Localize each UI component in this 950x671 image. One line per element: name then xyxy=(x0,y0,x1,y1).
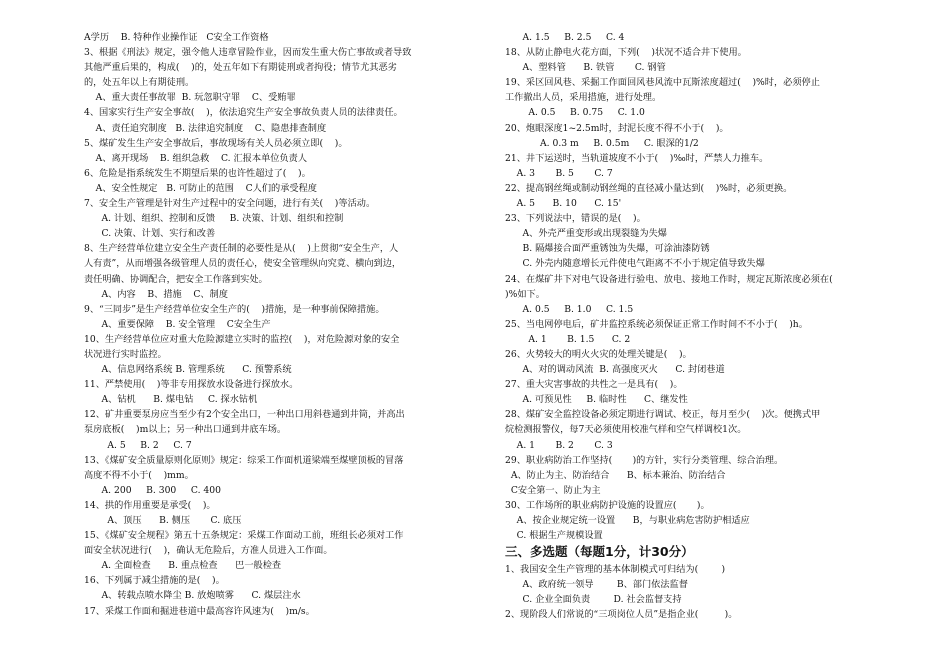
text-line: 19、采区回风巷、采掘工作面回风巷风流中瓦斯浓度超过( )%时，必须停止 xyxy=(505,77,820,89)
text-line: A、外壳严重变形或出现裂缝为失爆 xyxy=(505,228,667,240)
text-line: A. 5 B. 2 C. 7 xyxy=(84,439,192,451)
text-line: A. 0.5 B. 0.75 C. 1.0 xyxy=(505,107,645,119)
text-line: 21、井下运送时，当轨道坡度不小于( )‰时，严禁人力推车。 xyxy=(505,152,769,164)
text-line: A. 0.5 B. 1.0 C. 1.5 xyxy=(505,303,634,315)
text-line: A. 可预见性 B. 临时性 C、继发性 xyxy=(505,394,688,406)
text-line: A、信息网络系统 B. 管理系统 C. 预警系统 xyxy=(84,364,292,376)
text-line: A. 1 B. 2 C. 3 xyxy=(505,439,613,451)
text-line: 9、“三同步”是生产经营单位安全生产的( )措施，是一种事前保障措施。 xyxy=(84,303,385,315)
text-line: A、转载点喷水降尘 B. 放炮喷雾 C. 煤层注水 xyxy=(84,590,301,602)
text-line: 30、工作场所的职业病防护设施的设置应( )。 xyxy=(505,499,710,511)
left-column xyxy=(84,30,449,619)
text-line: A、内容 B、措施 C、制度 xyxy=(84,288,228,300)
text-line: A. 计划、组织、控制和反馈 B. 决策、计划、组织和控制 xyxy=(84,213,344,225)
text-line: A. 3 B. 5 C. 7 xyxy=(505,167,613,179)
text-line: 2、现阶段人们常说的“三项岗位人员”是指企业( )。 xyxy=(505,609,738,621)
text-line: A学历 B. 特种作业操作证 C安全工作资格 xyxy=(84,32,269,43)
text-line: 高度不得不小于( )mm。 xyxy=(84,469,194,481)
right-column xyxy=(505,30,905,623)
text-line: 14、拱的作用重要是承受( )。 xyxy=(84,499,216,511)
text-line: 24、在煤矿井下对电气设备进行验电、放电、接地工作时，规定瓦斯浓度必须在( xyxy=(505,273,833,285)
text-line: A、钻机 B. 煤电钻 C. 探水钻机 xyxy=(84,394,258,406)
text-line: A、重要保障 B. 安全管理 C安全生产 xyxy=(84,318,271,330)
text-line: A、离开现场 B. 组织急救 C. 汇报本单位负责人 xyxy=(84,152,308,164)
text-line: 16、下列属于减尘措施的是( )。 xyxy=(84,575,225,587)
text-line: 状况进行实时监控。 xyxy=(84,348,167,360)
text-line: C. 根据生产规模设置 xyxy=(505,530,603,542)
text-line: A、防止为主、防治结合 B、标本兼治、防治结合 xyxy=(505,469,726,481)
text-line: 28、煤矿安全监控设备必须定期进行调试、校正，每月至少( )次。便携式甲 xyxy=(505,409,821,421)
text-line: 18、从防止静电火花方面，下列( )状况不适合井下使用。 xyxy=(505,47,747,59)
text-line: A. 200 B. 300 C. 400 xyxy=(84,484,221,496)
text-line: 面安全状况进行( )，确认无危险后，方准人员进入工作面。 xyxy=(84,545,333,557)
text-line: A、重大责任事故罪 B. 玩忽职守罪 C、受贿罪 xyxy=(84,92,296,104)
text-line: 7、安全生产管理是针对生产过程中的安全问题，进行有关( )等活动。 xyxy=(84,198,376,210)
text-line: 13、《煤矿安全质量原则化原则》规定：综采工作面机道梁端至煤壁顶板的冒落 xyxy=(84,454,404,466)
text-line: 11、严禁使用( )等非专用探放水设备进行探放水。 xyxy=(84,379,299,391)
text-line: 17、采煤工作面和掘进巷道中最高容许风速为( )m/s。 xyxy=(84,605,315,617)
text-line: 25、当电网停电后，矿井监控系统必须保证正常工作时间不不小于( )h。 xyxy=(505,318,808,330)
section-heading: 三、多选题（每题1分，计30分） xyxy=(505,544,694,560)
text-line: 泵房底板( )m以上；另一种出口通到井底车场。 xyxy=(84,424,287,436)
text-line: A、责任追究制度 B. 法律追究制度 C、隐患排查制度 xyxy=(84,122,327,134)
text-line: 29、职业病防治工作坚持( )的方针，实行分类管理、综合治理。 xyxy=(505,454,784,466)
text-line: C. 企业全面负责 D. 社会监督支持 xyxy=(505,594,682,606)
text-line: A. 全面检查 B. 重点检查 巴一般检查 xyxy=(84,560,282,572)
text-line: 10、生产经营单位应对重大危险源建立实时的监控( )，对危险源对象的安全 xyxy=(84,333,400,345)
text-line: 15、《煤矿安全规程》第五十五条规定：采煤工作面动工前，班组长必须对工作 xyxy=(84,530,404,542)
text-line: A. 1 B. 1.5 C. 2 xyxy=(505,333,631,345)
text-line: A、塑料管 B. 铁管 C. 钢管 xyxy=(505,62,666,74)
text-line: A、顶压 B. 侧压 C. 底压 xyxy=(84,515,242,526)
text-line: 责任明确、协调配合，把安全工作落到实处。 xyxy=(84,273,268,285)
text-line: A. 1.5 B. 2.5 C. 4 xyxy=(505,32,625,43)
text-line: B. 隔爆接合面严重锈蚀为失爆，可涂油漆防锈 xyxy=(505,243,710,255)
text-line: 26、火势较大的明火火灾的处理关键是( )。 xyxy=(505,348,692,360)
text-line: A、对的调动风流 B. 高强度灭火 C. 封闭巷道 xyxy=(505,364,725,376)
text-line: A、按企业规定统一设置 B，与职业病危害防护相适应 xyxy=(505,515,750,526)
text-line: A、安全性规定 B. 可防止的范围 C人们的承受程度 xyxy=(84,182,317,194)
text-line: 20、炮眼深度1~2.5m时，封泥长度不得不小于( )。 xyxy=(505,122,729,134)
text-line: 烷检测报警仪，每7天必须使用校准气样和空气样调校1次。 xyxy=(505,424,747,436)
text-line: 6、危险是指系统发生不期望后果的也许性超过了( )。 xyxy=(84,167,311,179)
text-line: )%如下。 xyxy=(505,288,545,300)
text-line: 1、我国安全生产管理的基本体制模式可归结为( ) xyxy=(505,564,726,576)
text-line: A. 5 B. 10 C. 15' xyxy=(505,198,622,210)
text-line: C. 外壳内随意增长元件使电气距离不不小于规定值导致失爆 xyxy=(505,258,765,270)
text-line: 27、重大灾害事故的共性之一是具有( )。 xyxy=(505,379,683,391)
text-line: 8、生产经营单位建立安全生产责任制的必要性是从( )上贯彻“安全生产，人 xyxy=(84,243,399,255)
text-line: 12、矿井重要泵房应当至少有2个安全出口，一种出口用斜巷通到井筒，并高出 xyxy=(84,409,405,421)
text-line: 其他严重后果的，构成( )的，处五年如下有期徒刑或者拘役；情节尤其恶劣 xyxy=(84,62,397,74)
text-line: 工作撤出人员，采用措施，进行处理。 xyxy=(505,92,662,104)
text-line: A. 0.3 m B. 0.5m C. 眼深的1/2 xyxy=(505,137,699,149)
text-line: 的，处五年以上有期徒刑。 xyxy=(84,77,195,89)
text-line: 5、煤矿发生生产安全事故后，事故现场有关人员必须立即( )。 xyxy=(84,137,348,149)
text-line: 4、国家实行生产安全事故( )，依法追究生产安全事故负责人员的法律责任。 xyxy=(84,107,403,119)
text-line: 22、提高钢丝绳或制动钢丝绳的直径减小量达到( )%时，必须更换。 xyxy=(505,182,793,194)
text-line: 人有责”，从而增强各级管理人员的责任心，使安全管理纵向究竟、横向到边， xyxy=(84,258,402,270)
text-line: 23、下列说法中，错误的是( )。 xyxy=(505,213,646,225)
text-line: 3、根据《刑法》规定，强令他人违章冒险作业，因而发生重大伤亡事故或者导致 xyxy=(84,47,412,59)
text-line: C安全第一、防止为主 xyxy=(505,484,601,496)
text-line: A、政府统一领导 B、部门依法监督 xyxy=(505,579,688,591)
text-line: C. 决策、计划、实行和改善 xyxy=(84,228,216,240)
